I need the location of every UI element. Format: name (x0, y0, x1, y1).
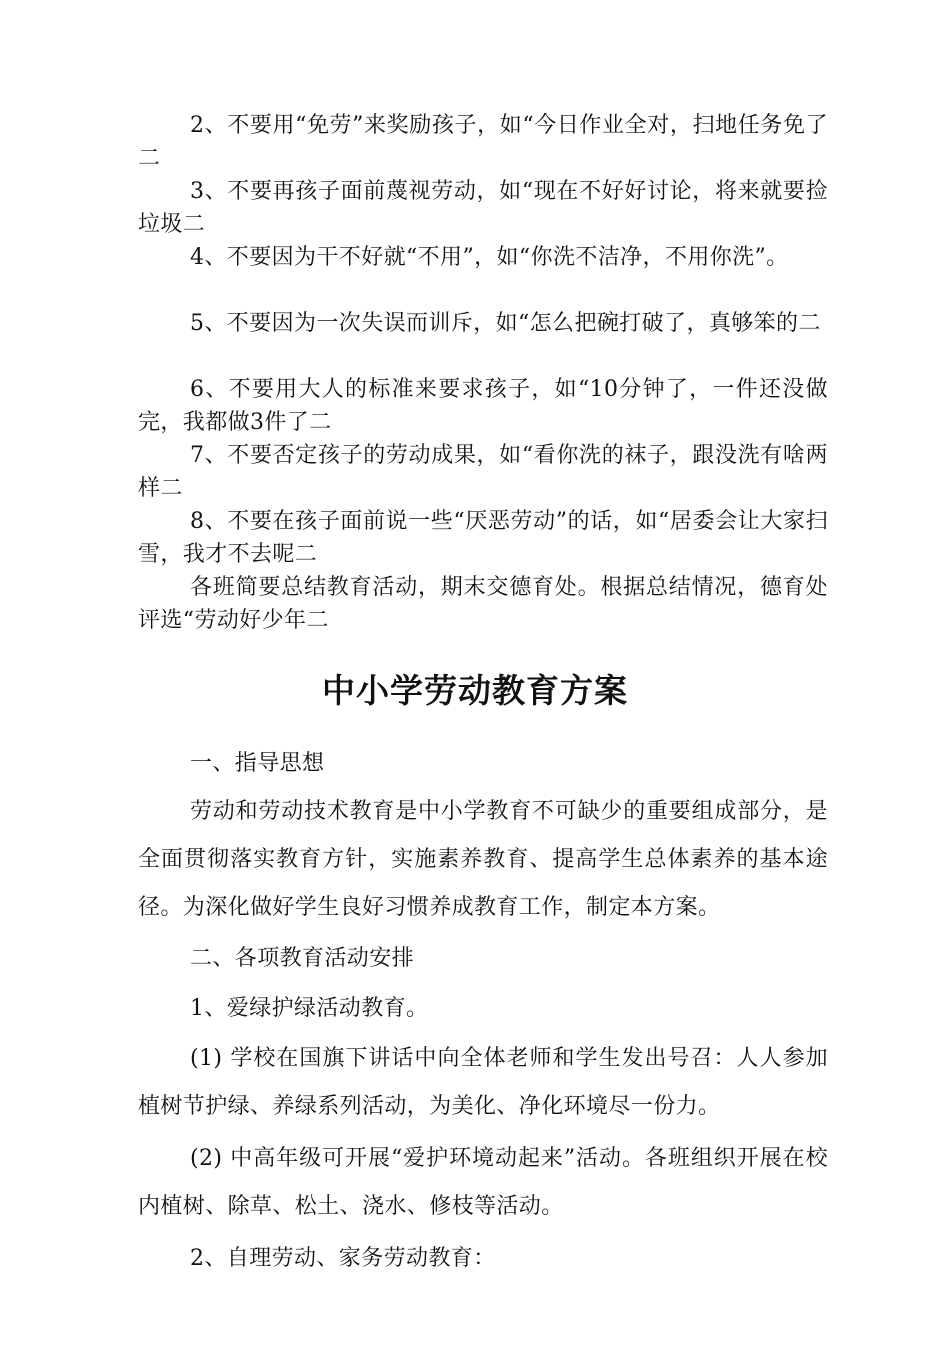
subsection-item: (1) 学校在国旗下讲话中向全体老师和学生发出号召：人人参加植树节护绿、养绿系列活动，为美化、净化环境尽一份力。 (138, 1046, 828, 1119)
subsection-heading: 2、自理劳动、家务劳动教育： (190, 1246, 496, 1271)
section-heading: 二、各项教育活动安排 (190, 946, 415, 971)
list-item: 3、不要再孩子面前蔑视劳动，如“现在不好好讨论，将来就要捡垃圾二 (138, 179, 828, 237)
page-title: 中小学劳动教育方案 (322, 671, 628, 710)
section-heading: 一、指导思想 (190, 751, 325, 776)
closing-note: 各班简要总结教育活动，期末交德育处。根据总结情况，德育处评选“劳动好少年二 (138, 575, 828, 633)
list-item: 4、不要因为干不好就“不用”，如“你洗不洁净，不用你洗”。 (190, 245, 789, 270)
section-body: 劳动和劳动技术教育是中小学教育不可缺少的重要组成部分，是全面贯彻落实教育方针，实施素养教育、提高学生总体素养的基本途径。为深化做好学生良好习惯养成教育工作，制定本方案。 (138, 799, 828, 920)
list-item: 7、不要否定孩子的劳动成果，如“看你洗的袜子，跟没洗有啥两样二 (138, 443, 828, 501)
list-item: 5、不要因为一次失误而训斥，如“怎么把碗打破了，真够笨的二 (190, 311, 821, 336)
list-item: 6、不要用大人的标准来要求孩子，如“10分钟了，一件还没做完，我都做3件了二 (138, 377, 828, 435)
subsection-heading: 1、爱绿护绿活动教育。 (190, 996, 429, 1021)
list-item: 8、不要在孩子面前说一些“厌恶劳动”的话，如“居委会让大家扫雪，我才不去呢二 (138, 509, 828, 567)
list-item: 2、不要用“免劳”来奖励孩子，如“今日作业全对，扫地任务免了二 (138, 113, 828, 171)
subsection-item: (2) 中高年级可开展“爱护环境动起来”活动。各班组织开展在校内植树、除草、松土、浇水、修枝等活动。 (138, 1146, 828, 1219)
